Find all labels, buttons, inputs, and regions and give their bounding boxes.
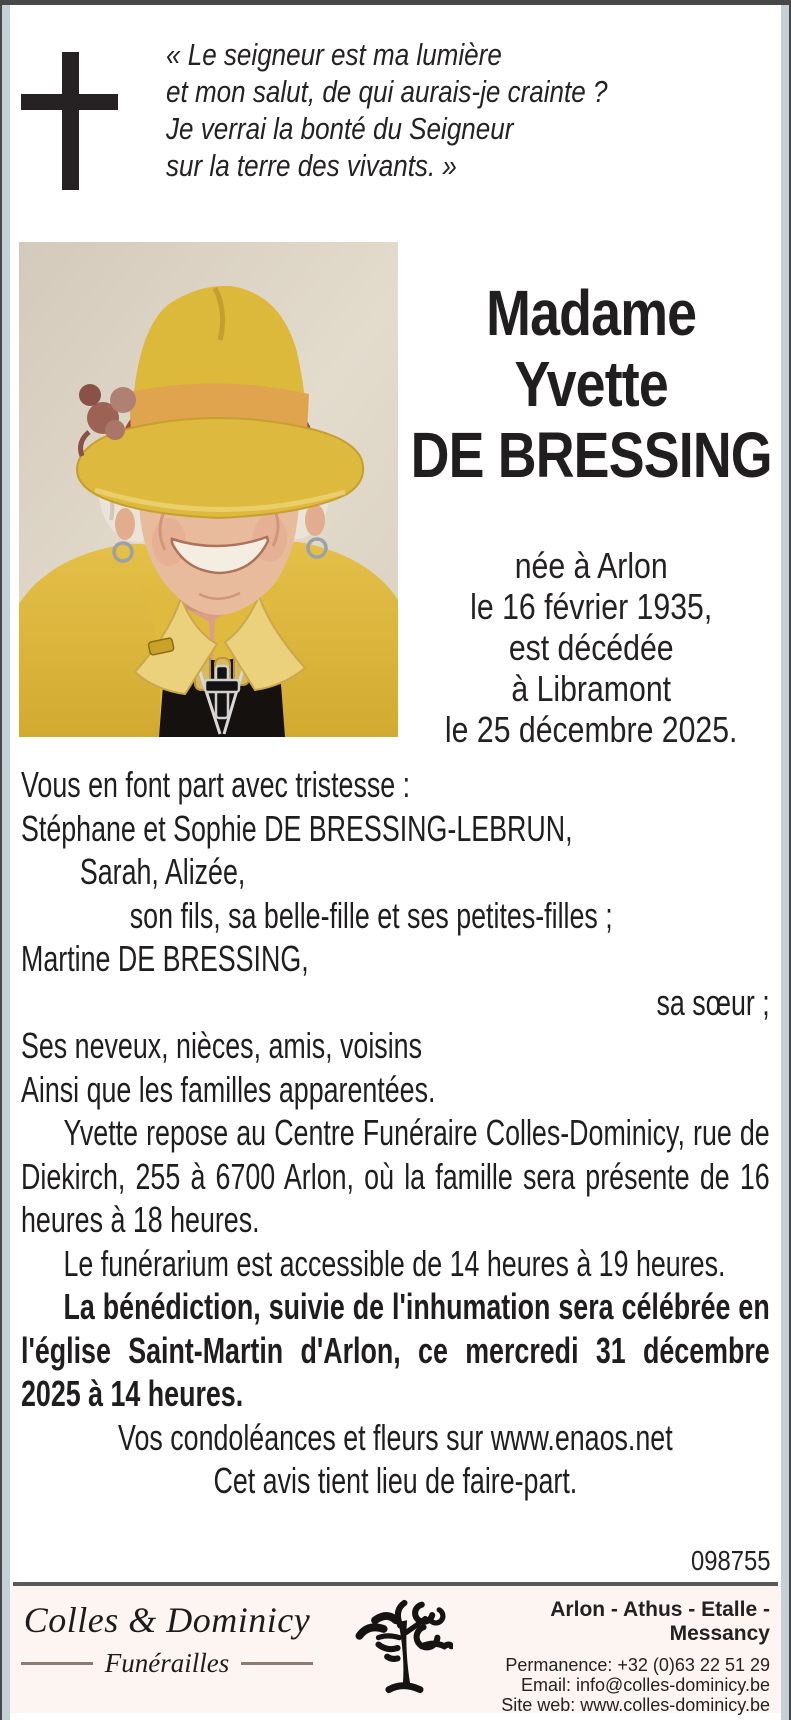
hero-section (19, 242, 781, 750)
family-line: Stéphane et Sophie DE BRESSING-LEBRUN, (21, 807, 573, 849)
tree-icon (349, 1596, 453, 1705)
christian-cross-icon (21, 52, 118, 190)
death-place-line: à Libramont (511, 668, 672, 709)
faire-part-line: Cet avis tient lieu de faire-part. (213, 1460, 578, 1501)
family-line: Sarah, Alizée, (79, 851, 246, 892)
funeral-home-subtitle: Funérailles (104, 1648, 230, 1678)
family-line: Ainsi que les familles apparentées. (21, 1068, 436, 1110)
funeral-home-name: Colles & Dominicy (23, 1600, 311, 1640)
frame-right-strip (781, 0, 791, 1720)
footer-website: Site web: www.colles-dominicy.be (501, 1695, 770, 1715)
family-line: Martine DE BRESSING, (21, 938, 309, 979)
family-line: Ses neveux, nièces, amis, voisins (21, 1025, 422, 1066)
visitation-paragraph: Yvette repose au Centre Funéraire Colles-Dominicy, rue de Diekirch, 255 à 6700 Arlon, où la famille sera présente de 16 heures à 18 heures. (21, 1112, 770, 1240)
deceased-portrait-photo (19, 242, 398, 737)
quote-line: « Le seigneur est ma lumière (166, 37, 502, 72)
life-details (398, 545, 784, 750)
ceremony-paragraph: La bénédiction, suivie de l'inhumation sera célébrée en l'église Saint-Martin d'Arlon, ce mercredi 31 décembre 2025 à 14 heures. (21, 1286, 770, 1414)
footer-separator (13, 1582, 778, 1586)
footer-contact-block (453, 1596, 770, 1715)
deceased-name (398, 278, 784, 491)
quote-line: sur la terre des vivants. » (166, 148, 457, 183)
footer-locations: Arlon - Athus - Etalle - Messancy (550, 1598, 770, 1645)
relationship-line: sa sœur ; (656, 981, 770, 1023)
announcement-text (21, 763, 770, 1503)
reference-number: 098755 (690, 1545, 770, 1576)
birth-date-line: le 16 février 1935, (470, 586, 713, 627)
condolences-line: Vos condoléances et fleurs sur www.enaos.net (118, 1416, 673, 1458)
footer-email: Email: info@colles-dominicy.be (520, 1675, 770, 1695)
death-line: est décédée (508, 627, 674, 668)
footer-permanence: Permanence: +32 (0)63 22 51 29 (505, 1655, 770, 1675)
quote-line: et mon salut, de qui aurais-je crainte ? (166, 74, 608, 109)
deceased-title: Madame (486, 277, 697, 349)
quote-line: Je verrai la bonté du Seigneur (166, 111, 514, 146)
relationship-line: son fils, sa belle-fille et ses petites-filles ; (129, 894, 613, 936)
logo-rule-left (21, 1662, 93, 1665)
death-date-line: le 25 décembre 2025. (444, 709, 738, 750)
footer (21, 1596, 770, 1715)
identity-column (398, 242, 791, 750)
announcement-intro: Vous en font part avec tristesse : (21, 764, 411, 805)
birth-place-line: née à Arlon (514, 545, 668, 586)
religious-quote (166, 36, 791, 184)
frame-top-bar (0, 0, 791, 5)
funeral-home-logo (21, 1596, 313, 1679)
deceased-last-name: DE BRESSING (410, 419, 772, 491)
logo-rule-right (241, 1662, 313, 1665)
funerarium-paragraph: Le funérarium est accessible de 14 heures à 19 heures. (63, 1242, 726, 1284)
frame-left-strip (0, 0, 10, 1720)
deceased-first-name: Yvette (514, 348, 668, 420)
